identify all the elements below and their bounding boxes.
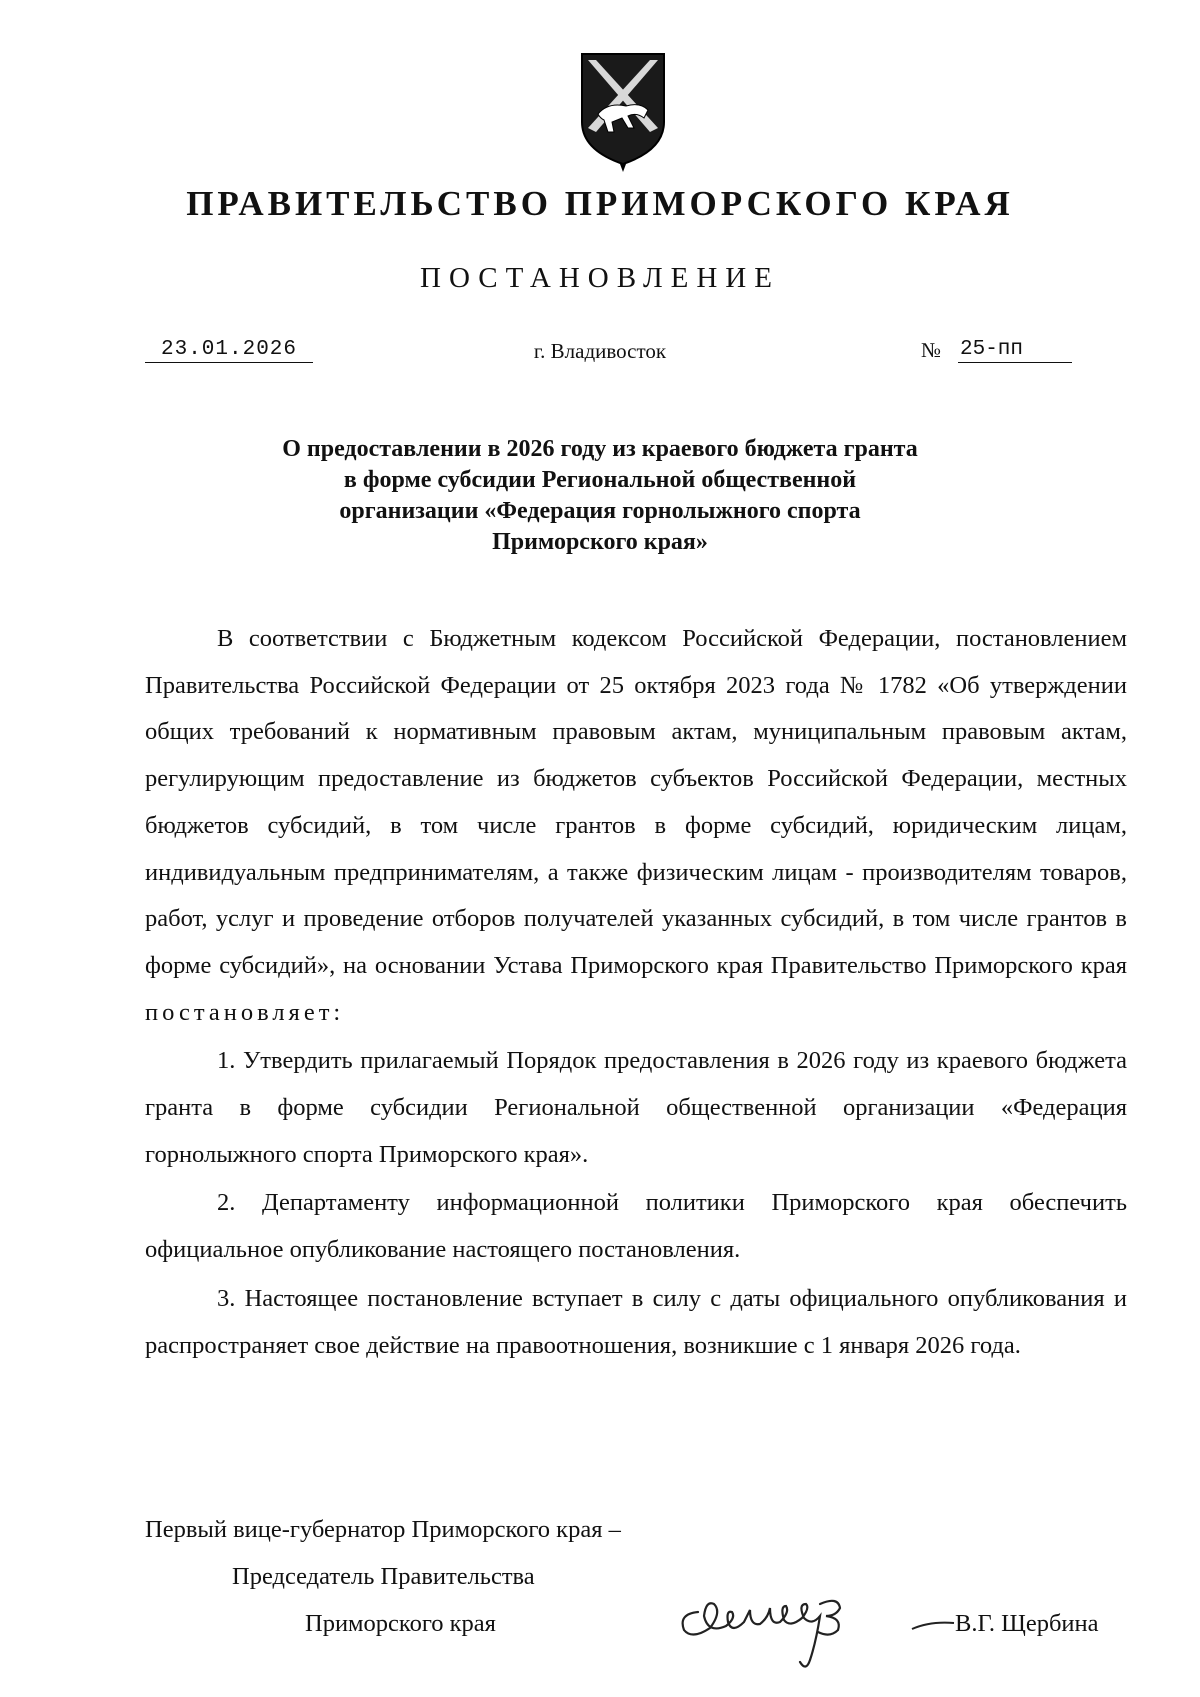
- document-date: 23.01.2026: [145, 338, 313, 363]
- preamble-text: В соответствии с Бюджетным кодексом Российской Федерации, постановлением Правительства Российской Федерации от 25 октября 2023 года № 1782 «Об утверждении общих требований к нормативным правовым актам, муниципальным правовым актам, регулирующим предоставление из бюджетов субъектов Российской Федерации, местных бюджетов субсидий, в том числе грантов в форме субсидий, юридическим лицам, индивидуальным предпринимателям, а также физическим лицам - производителям товаров, работ, услуг и проведение отборов получателей указанных субсидий, в том числе грантов в форме субсидий», на основании Устава Приморского края Правительство Приморского края: [145, 625, 1127, 979]
- heading-line: Приморского края»: [492, 529, 708, 555]
- item-paragraph: 2. Департаменту информационной политики Приморского края обеспечить официальное опубликование настоящего постановления.: [145, 1189, 1127, 1264]
- number-sign: №: [921, 338, 942, 362]
- signer-position-line2: Председатель Правительства: [232, 1563, 535, 1590]
- signer-position-line1: Первый вице-губернатор Приморского края –: [145, 1516, 621, 1543]
- signature-dash: [910, 1615, 955, 1635]
- document-body: [145, 616, 1127, 1369]
- heading-line: О предоставлении в 2026 году из краевого бюджета гранта: [282, 436, 918, 462]
- document-number: 25-пп: [958, 338, 1072, 363]
- signer-name: В.Г. Щербина: [955, 1610, 1099, 1637]
- heading-line: организации «Федерация горнолыжного спорта: [339, 498, 861, 524]
- preamble-paragraph: [145, 616, 1127, 1036]
- resolves-word: постановляет:: [145, 998, 345, 1026]
- government-title: ПРАВИТЕЛЬСТВО ПРИМОРСКОГО КРАЯ: [186, 184, 1014, 223]
- document-type: ПОСТАНОВЛЕНИЕ: [420, 262, 780, 294]
- coat-of-arms-emblem: [578, 52, 668, 172]
- heading-line: в форме субсидии Региональной общественной: [343, 467, 857, 493]
- item-paragraph: 1. Утвердить прилагаемый Порядок предоставления в 2026 году из краевого бюджета гранта в форме субсидии Региональной общественной организации «Федерация горнолыжного спорта Приморского края».: [145, 1047, 1127, 1168]
- handwritten-signature: [670, 1582, 920, 1682]
- item-paragraph: 3. Настоящее постановление вступает в силу с даты официального опубликования и распространяет свое действие на правоотношения, возникшие с 1 января 2026 года.: [145, 1284, 1127, 1359]
- document-city: г. Владивосток: [533, 339, 667, 363]
- document-heading: [180, 434, 1020, 558]
- signer-position-line3: Приморского края: [305, 1610, 496, 1637]
